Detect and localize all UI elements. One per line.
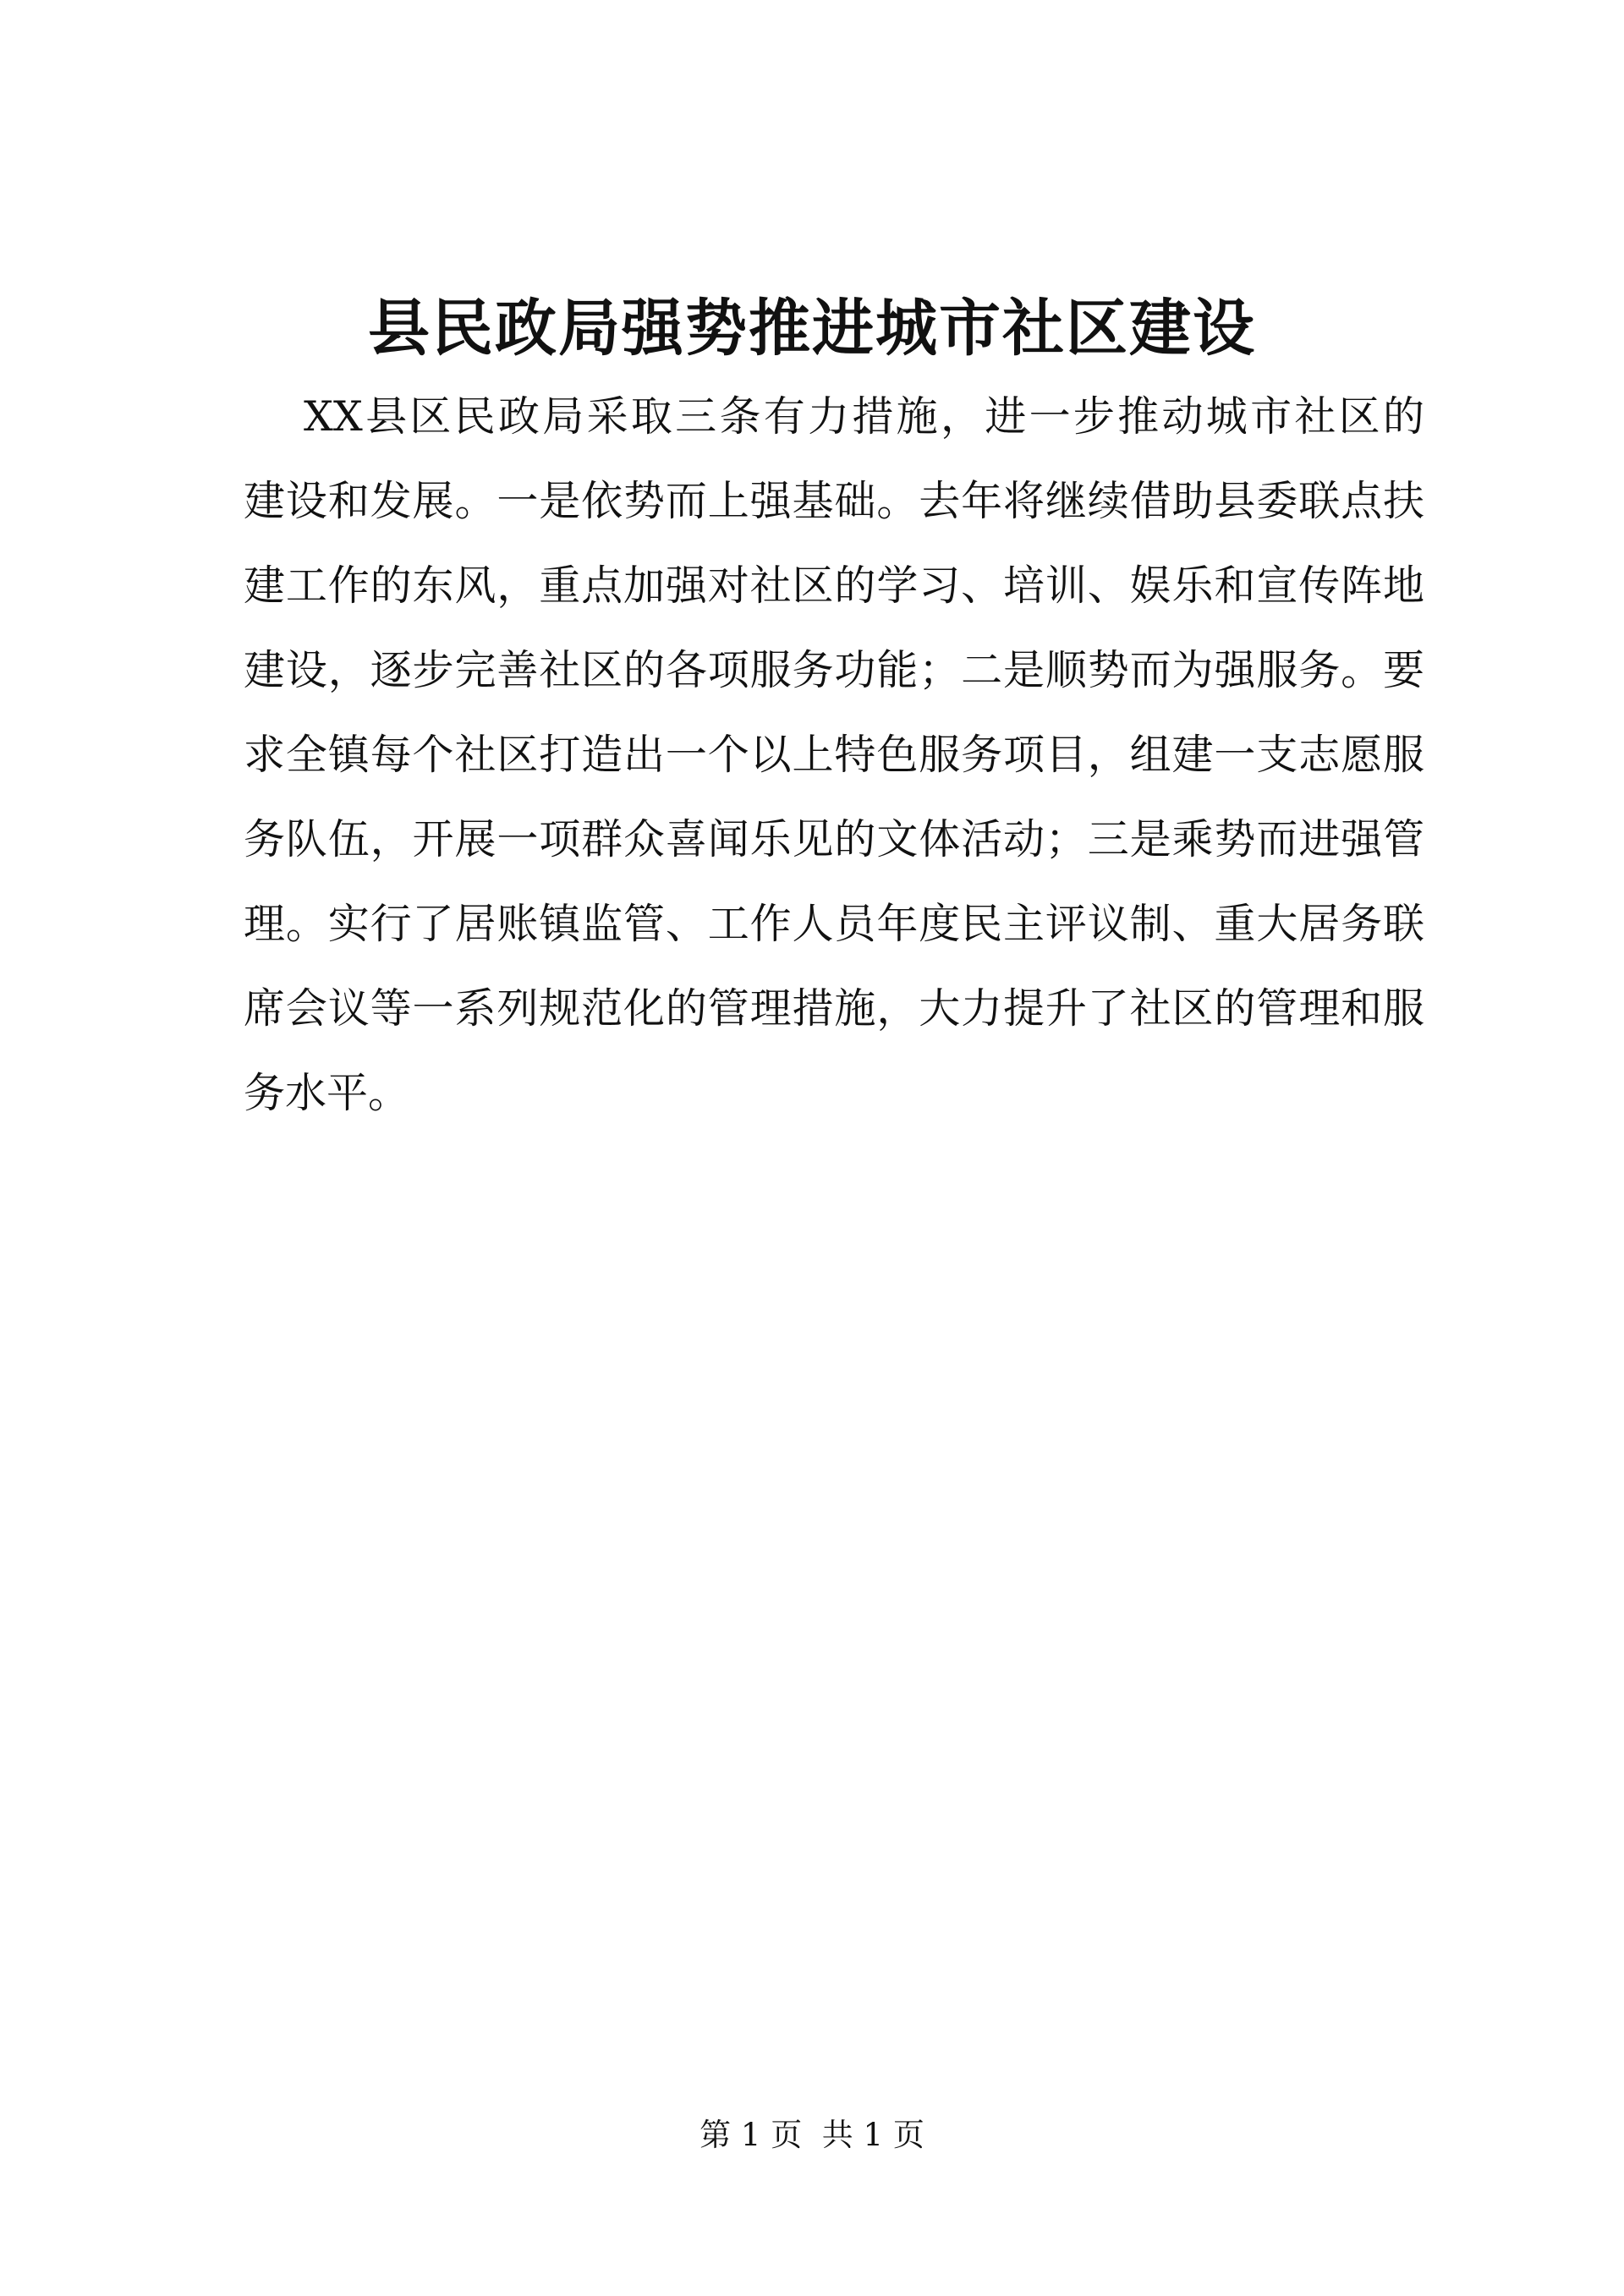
body-line: 建设和发展。一是依势而上强基础。去年将继续借助县委联点扶: [244, 477, 1424, 525]
page-number-footer: 第 1 页 共 1 页: [700, 2117, 924, 2153]
body-line: 席会议等一系列规范化的管理措施，大力提升了社区的管理和服: [244, 984, 1424, 1033]
body-line: XX县区民政局采取三条有力措施，进一步推动城市社区的: [304, 392, 1424, 441]
document-body: [244, 375, 1424, 1136]
body-line: 理。实行了居账镇监管、工作人员年度民主评议制、重大居务联: [244, 900, 1424, 948]
body-line: 求全镇每个社区打造出一个以上特色服务项目，组建一支志愿服: [244, 731, 1424, 779]
document-title: 县民政局强势推进城市社区建设: [368, 292, 1256, 364]
body-line: 务水平。: [244, 1069, 410, 1117]
body-line: 建工作的东风，重点加强对社区的学习、培训、娱乐和宣传阵地: [244, 562, 1424, 610]
body-line: 务队伍，开展一项群众喜闻乐见的文体活动；三是乘势而进强管: [244, 815, 1424, 863]
body-line: 建设，逐步完善社区的各项服务功能；二是顺势而为强服务。要: [244, 646, 1424, 694]
